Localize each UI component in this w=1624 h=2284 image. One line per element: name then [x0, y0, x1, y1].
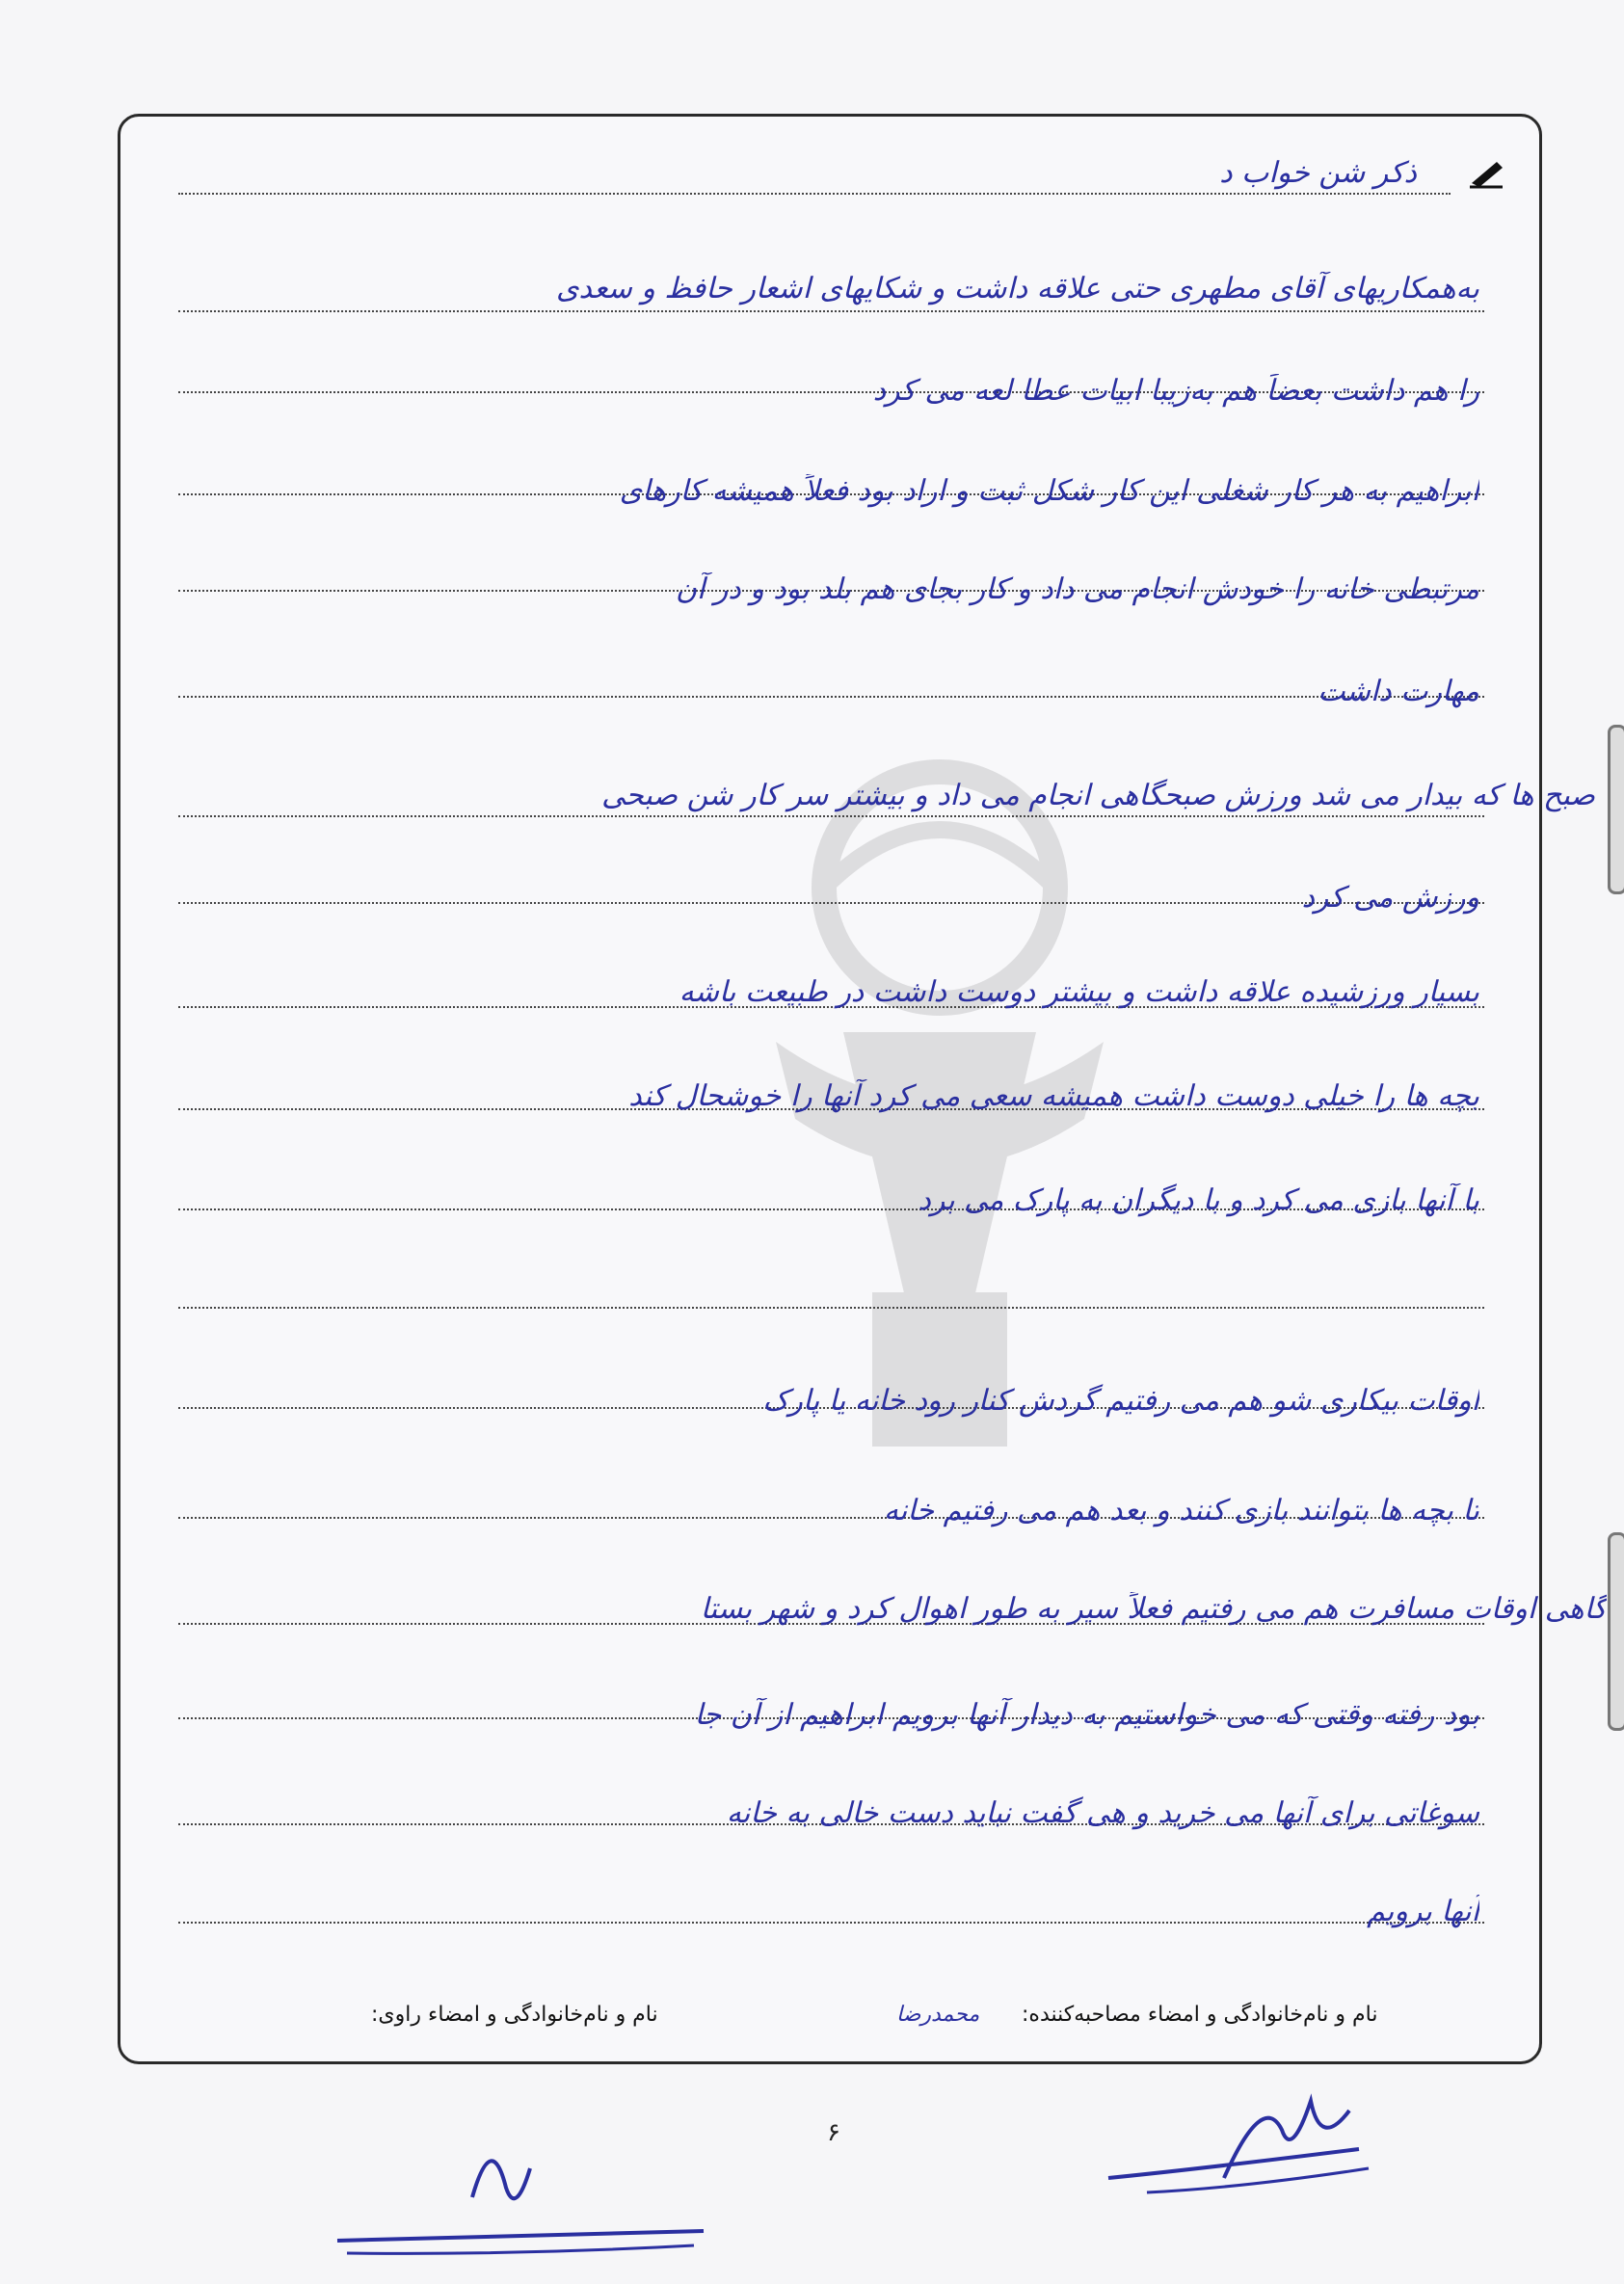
text-line-14: گاهی اوقات مسافرت هم می رفتیم فعلاً سیر به طور اهوال کرد و شهر بستا	[700, 1592, 1607, 1626]
interviewer-value: محمدرضا	[896, 2003, 980, 2027]
narrator-signature	[328, 2111, 713, 2274]
text-line-15: بود رفته وقتی که می خواستیم به دیدار آنها برویم ابراهیم از آن جا	[694, 1698, 1479, 1732]
text-line-9: بچه ها را خیلی دوست داشت همیشه سعی می کرد آنها را خوشحال کند	[628, 1079, 1479, 1113]
interviewer-signature	[1089, 2072, 1378, 2217]
ruled-line-1	[178, 310, 1484, 312]
interviewer-label: نام و نام‌خانوادگی و امضاء مصاحبه‌کننده:	[1022, 2003, 1378, 2027]
narrator-label: نام و نام‌خانوادگی و امضاء راوی:	[371, 2003, 658, 2027]
text-line-16: سوغاتی برای آنها می خرید و هی گفت نباید دست خالی به خانه	[726, 1796, 1479, 1830]
text-line-1: به‌همکاریهای آقای مطهری حتی علاقه داشت و شکایهای اشعار حافظ و سعدی	[556, 272, 1479, 305]
text-line-10: با آنها بازی می کرد و با دیگران به پارک می برد	[918, 1183, 1479, 1217]
header-line-text: ذکر شن خواب د	[1219, 156, 1417, 190]
pen-icon	[1468, 158, 1506, 189]
binder-clip-top	[1608, 725, 1624, 894]
text-line-13: تا بچه ها بتوانند بازی کنند و بعد هم می رفتیم خانه	[883, 1494, 1479, 1527]
text-line-6: صبح ها که بیدار می شد ورزش صبحگاهی انجام می داد و بیشتر سر کار شن صبحی	[601, 779, 1595, 812]
text-line-5: مهارت داشت	[1318, 675, 1479, 708]
text-line-12: اوقات بیکاری شو هم می رفتیم گردش کنار رود خانه یا پارک	[762, 1384, 1479, 1418]
text-line-3: ابراهیم به هر کار شغلی این کار شکل ثبت و اراد بود فعلاً همیشه کارهای	[619, 474, 1479, 508]
text-line-17: آنها برویم	[1367, 1895, 1479, 1928]
text-line-4: مرتبطی خانه را خودش انجام می داد و کار بجای هم بلد بود و در آن	[676, 572, 1479, 606]
ruled-line-header	[178, 193, 1451, 195]
text-line-8: بسیار ورزشیده علاقه داشت و بیشتر دوست داشت در طبیعت باشه	[679, 975, 1479, 1009]
binder-clip-bottom	[1608, 1532, 1624, 1731]
text-line-2: را هم داشت بعضاً هم به‌زیبا ابیات عطا لعه می کرد	[872, 374, 1479, 408]
ruled-line-11	[178, 1307, 1484, 1309]
ruled-line-6	[178, 815, 1484, 817]
text-line-7: ورزش می کرد	[1301, 881, 1479, 915]
page-number: ۶	[827, 2118, 840, 2147]
